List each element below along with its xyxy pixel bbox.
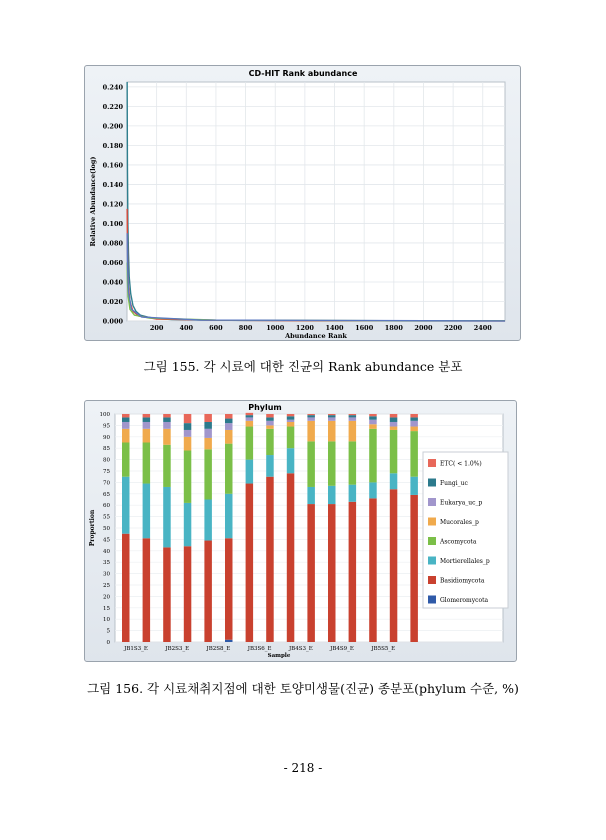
x-axis-label: Sample bbox=[267, 653, 291, 659]
bar-segment bbox=[225, 444, 233, 494]
legend-swatch bbox=[428, 537, 436, 545]
legend-swatch bbox=[428, 498, 436, 506]
bar-segment bbox=[225, 419, 233, 424]
bar-segment bbox=[369, 424, 377, 429]
bar-segment bbox=[246, 417, 254, 420]
bar-segment bbox=[349, 415, 357, 417]
phylum-chart-panel bbox=[84, 400, 517, 662]
legend-swatch bbox=[428, 518, 436, 526]
y-tick-label: 100 bbox=[99, 412, 110, 418]
bar-segment bbox=[184, 450, 192, 502]
y-tick-label: 80 bbox=[103, 457, 110, 464]
bar-segment bbox=[143, 422, 151, 429]
y-tick-label: 0.160 bbox=[102, 161, 123, 170]
bar-segment bbox=[184, 423, 192, 430]
bar-segment bbox=[390, 422, 398, 427]
y-tick-label: 85 bbox=[103, 446, 110, 453]
y-axis-label: Relative Abundance(log) bbox=[89, 156, 97, 247]
chart-title: CD-HIT Rank abundance bbox=[248, 69, 358, 78]
bar-segment bbox=[307, 487, 315, 504]
bar-segment bbox=[328, 441, 336, 485]
bar-segment bbox=[246, 427, 254, 460]
bar-segment bbox=[307, 417, 315, 420]
bar-segment bbox=[143, 417, 151, 422]
rank-abundance-chart-panel bbox=[84, 65, 521, 341]
y-tick-label: 60 bbox=[103, 503, 110, 510]
y-tick-label: 0.240 bbox=[102, 83, 123, 92]
y-tick-label: 0.180 bbox=[102, 141, 123, 150]
bar-segment bbox=[349, 502, 357, 642]
bar-segment bbox=[266, 425, 274, 428]
x-tick-label: JB4S9_E bbox=[330, 646, 354, 652]
y-tick-label: 0.000 bbox=[102, 317, 123, 326]
bar-segment bbox=[349, 421, 357, 442]
bar-segment bbox=[143, 443, 151, 484]
bar-segment bbox=[328, 421, 336, 442]
bar-segment bbox=[410, 431, 418, 477]
bar-segment bbox=[369, 414, 377, 416]
bar-segment bbox=[266, 414, 274, 417]
bar-segment bbox=[204, 429, 212, 438]
x-tick-label: 1600 bbox=[355, 324, 374, 332]
bar-segment bbox=[349, 417, 357, 420]
x-tick-label: 1800 bbox=[384, 324, 403, 332]
bar-segment bbox=[266, 477, 274, 642]
legend-box bbox=[423, 452, 508, 608]
y-tick-label: 0.220 bbox=[102, 102, 123, 111]
bar-segment bbox=[204, 414, 212, 422]
bar-segment bbox=[390, 417, 398, 422]
bar-segment bbox=[328, 414, 336, 415]
bar-segment bbox=[369, 498, 377, 642]
y-tick-label: 70 bbox=[103, 480, 110, 487]
y-tick-label: 50 bbox=[103, 526, 110, 532]
bar-segment bbox=[184, 503, 192, 546]
legend-swatch bbox=[428, 557, 436, 565]
x-axis-label: Abundance Rank bbox=[285, 332, 347, 340]
y-tick-label: 40 bbox=[103, 548, 110, 555]
bar-segment bbox=[184, 414, 192, 423]
bar-segment bbox=[349, 441, 357, 484]
bar-segment bbox=[122, 534, 130, 642]
bar-segment bbox=[246, 413, 254, 415]
bar-segment bbox=[225, 494, 233, 538]
bar-segment bbox=[204, 500, 212, 541]
x-tick-label: 1400 bbox=[325, 324, 344, 332]
x-tick-label: 400 bbox=[179, 324, 194, 332]
bar-segment bbox=[369, 429, 377, 483]
legend-label: Fungi_uc bbox=[440, 480, 468, 487]
bar-segment bbox=[204, 422, 212, 429]
y-tick-label: 55 bbox=[103, 514, 110, 521]
bar-segment bbox=[163, 429, 171, 445]
y-tick-label: 0.020 bbox=[102, 297, 123, 306]
bar-segment bbox=[184, 546, 192, 642]
y-tick-label: 35 bbox=[103, 560, 110, 567]
x-tick-label: JB2S3_E bbox=[165, 646, 190, 652]
bar-segment bbox=[390, 473, 398, 489]
legend-swatch bbox=[428, 576, 436, 584]
bar-segment bbox=[410, 417, 418, 420]
legend-label: Basidiomycota bbox=[440, 577, 485, 585]
y-tick-label: 30 bbox=[103, 571, 110, 578]
bar-segment bbox=[246, 484, 254, 642]
y-tick-label: 10 bbox=[103, 617, 110, 624]
y-tick-label: 5 bbox=[106, 628, 110, 635]
bar-segment bbox=[122, 414, 130, 417]
bar-segment bbox=[225, 640, 233, 642]
legend-label: Ascomycota bbox=[440, 538, 477, 546]
bar-segment bbox=[390, 427, 398, 430]
x-tick-label: JB5S5_E bbox=[371, 646, 396, 652]
y-tick-label: 65 bbox=[103, 491, 110, 498]
bar-segment bbox=[410, 477, 418, 495]
legend-label: Glomeromycota bbox=[440, 597, 489, 604]
bar-segment bbox=[349, 485, 357, 502]
y-tick-label: 0.140 bbox=[102, 180, 123, 189]
bar-segment bbox=[143, 538, 151, 642]
legend-label: Mucorales_p bbox=[440, 519, 479, 526]
rank-abundance-chart bbox=[85, 66, 522, 342]
bar-segment bbox=[307, 504, 315, 642]
bar-segment bbox=[349, 414, 357, 415]
bar-segment bbox=[143, 484, 151, 539]
bar-segment bbox=[328, 417, 336, 420]
bar-segment bbox=[122, 417, 130, 422]
x-tick-label: JB4S3_E bbox=[288, 646, 313, 652]
x-tick-label: JB3S6_E bbox=[247, 646, 272, 652]
y-tick-label: 0.040 bbox=[102, 278, 123, 287]
y-tick-label: 75 bbox=[103, 469, 110, 475]
bar-segment bbox=[246, 460, 254, 484]
bar-segment bbox=[266, 429, 274, 455]
x-tick-label: 2200 bbox=[444, 324, 463, 332]
bar-segment bbox=[266, 421, 274, 426]
y-tick-label: 0.080 bbox=[102, 239, 123, 248]
x-tick-label: JB2S8_E bbox=[206, 646, 231, 652]
bar-segment bbox=[122, 429, 130, 443]
figure-155-caption: 그림 155. 각 시료에 대한 진균의 Rank abundance 분포 bbox=[143, 359, 463, 374]
bar-segment bbox=[225, 430, 233, 444]
x-tick-label: 1000 bbox=[266, 324, 285, 332]
bar-segment bbox=[307, 421, 315, 442]
legend-label: ETC( < 1.0%) bbox=[440, 460, 482, 468]
y-tick-label: 25 bbox=[103, 583, 110, 589]
bar-segment bbox=[163, 445, 171, 487]
bar-segment bbox=[328, 504, 336, 642]
bar-segment bbox=[287, 473, 295, 642]
bar-segment bbox=[410, 427, 418, 432]
bar-segment bbox=[369, 482, 377, 498]
x-tick-label: 2000 bbox=[414, 324, 433, 332]
bar-segment bbox=[266, 455, 274, 477]
y-tick-label: 0 bbox=[106, 640, 110, 646]
page-number: - 218 - bbox=[283, 761, 323, 775]
legend-label: Eukarya_uc_p bbox=[440, 499, 483, 507]
bar-segment bbox=[390, 430, 398, 473]
y-tick-label: 0.200 bbox=[102, 122, 123, 131]
bar-segment bbox=[163, 487, 171, 547]
bar-segment bbox=[369, 420, 377, 425]
x-tick-label: 600 bbox=[209, 324, 223, 332]
y-tick-label: 15 bbox=[103, 605, 110, 612]
y-tick-label: 45 bbox=[103, 537, 110, 544]
legend-swatch bbox=[428, 459, 436, 467]
bar-segment bbox=[287, 427, 295, 449]
bar-segment bbox=[225, 538, 233, 639]
y-tick-label: 95 bbox=[103, 423, 110, 430]
bar-segment bbox=[163, 422, 171, 429]
x-tick-label: 200 bbox=[149, 324, 164, 332]
bar-segment bbox=[246, 421, 254, 427]
bar-segment bbox=[122, 477, 130, 534]
chart-title: Phylum bbox=[248, 403, 282, 412]
y-tick-label: 0.060 bbox=[102, 258, 123, 267]
bar-segment bbox=[307, 414, 315, 415]
x-tick-label: JB1S3_E bbox=[124, 646, 148, 652]
x-tick-label: 2400 bbox=[473, 324, 492, 332]
legend-label: Mortierellales_p bbox=[440, 558, 490, 565]
bar-segment bbox=[122, 422, 130, 429]
bar-segment bbox=[369, 416, 377, 419]
bar-segment bbox=[143, 414, 151, 417]
bar-segment bbox=[410, 421, 418, 427]
y-tick-label: 0.120 bbox=[102, 200, 123, 209]
bar-segment bbox=[225, 414, 233, 419]
y-tick-label: 20 bbox=[103, 594, 110, 601]
bar-segment bbox=[184, 430, 192, 437]
legend-swatch bbox=[428, 596, 436, 604]
bar-segment bbox=[287, 422, 295, 427]
bar-segment bbox=[246, 415, 254, 417]
bar-segment bbox=[143, 429, 151, 443]
bar-segment bbox=[390, 414, 398, 417]
bar-segment bbox=[307, 415, 315, 417]
x-tick-label: 1200 bbox=[295, 324, 314, 332]
bar-segment bbox=[328, 415, 336, 417]
bar-segment bbox=[410, 414, 418, 417]
bar-segment bbox=[328, 486, 336, 504]
plot-area bbox=[127, 82, 505, 321]
bar-segment bbox=[266, 417, 274, 420]
bar-segment bbox=[225, 423, 233, 430]
bar-segment bbox=[163, 414, 171, 417]
x-tick-label: 800 bbox=[238, 324, 253, 332]
bar-segment bbox=[163, 417, 171, 422]
bar-segment bbox=[184, 437, 192, 451]
bar-segment bbox=[287, 416, 295, 419]
bar-segment bbox=[410, 495, 418, 642]
bar-segment bbox=[204, 541, 212, 642]
bar-segment bbox=[287, 414, 295, 416]
bar-segment bbox=[390, 489, 398, 642]
bar-segment bbox=[287, 448, 295, 473]
bar-segment bbox=[204, 449, 212, 499]
bar-segment bbox=[287, 420, 295, 422]
legend-swatch bbox=[428, 479, 436, 487]
y-tick-label: 90 bbox=[103, 434, 110, 441]
figure-156-caption: 그림 156. 각 시료채취지점에 대한 토양미생물(진균) 종분포(phylum 수준, %) bbox=[87, 681, 519, 696]
bar-segment bbox=[204, 438, 212, 449]
bar-segment bbox=[163, 547, 171, 642]
bar-segment bbox=[307, 441, 315, 487]
y-tick-label: 0.100 bbox=[102, 219, 123, 228]
y-axis-label: Proportion bbox=[89, 509, 96, 547]
bar-segment bbox=[122, 443, 130, 477]
phylum-stacked-bar-chart bbox=[85, 401, 518, 663]
